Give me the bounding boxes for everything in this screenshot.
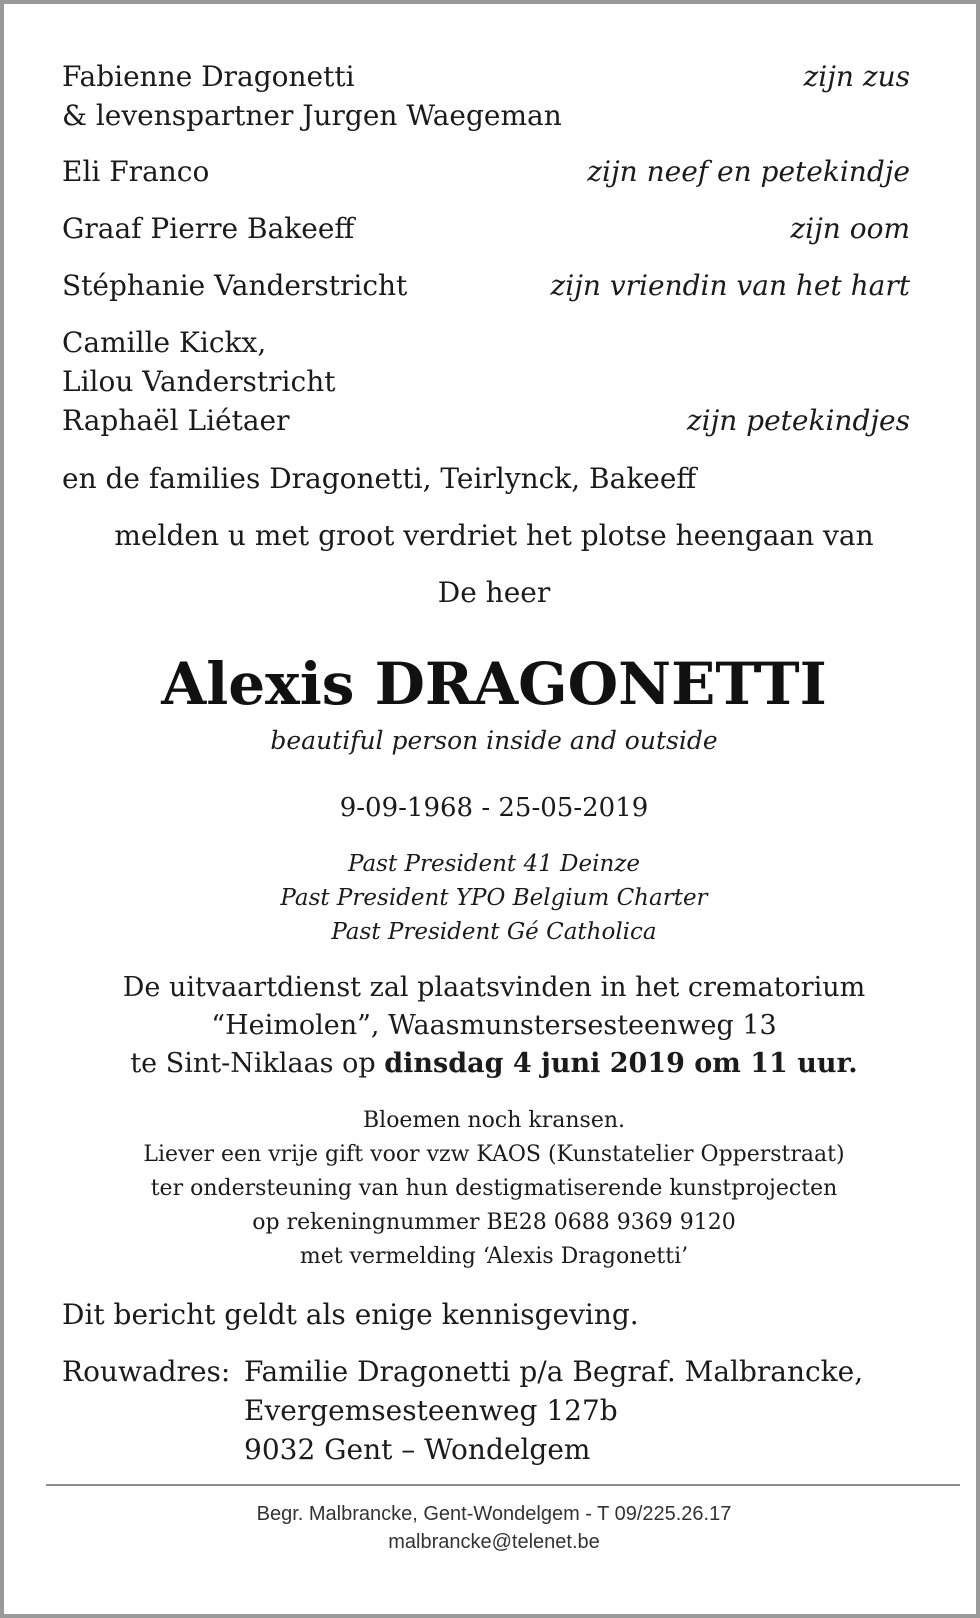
service-line xyxy=(4,1045,980,1083)
service-line: “Heimolen”, Waasmunstersesteenweg 13 xyxy=(211,1010,777,1041)
title-line: Past President 41 Deinze xyxy=(348,851,640,877)
address-label: Rouwadres: xyxy=(62,1355,231,1388)
footer-divider xyxy=(46,1484,960,1486)
service-line: De uitvaartdienst zal plaatsvinden in het crematorium xyxy=(122,972,866,1003)
footer-contact: Begr. Malbrancke, Gent-Wondelgem - T 09/225.26.17 xyxy=(256,1503,732,1525)
families-line: en de families Dragonetti, Teirlynck, Bakeeff xyxy=(62,462,697,495)
relative-name: & levenspartner Jurgen Waegeman xyxy=(62,99,562,132)
notice: Dit bericht geldt als enige kennisgeving. xyxy=(62,1298,639,1331)
relative-name: Fabienne Dragonetti xyxy=(62,60,355,93)
deceased-name: Alexis DRAGONETTI xyxy=(161,650,827,718)
relative-role: zijn oom xyxy=(790,212,910,245)
donation-line: met vermelding ‘Alexis Dragonetti’ xyxy=(299,1244,689,1269)
service-place: te Sint-Niklaas op xyxy=(130,1048,385,1079)
relative-name: Eli Franco xyxy=(62,155,210,188)
relative-role: zijn vriendin van het hart xyxy=(550,269,910,302)
relative-entry xyxy=(62,323,910,440)
relative-name: Lilou Vanderstricht xyxy=(62,365,336,398)
relative-entry xyxy=(62,266,910,305)
relative-name: Stéphanie Vanderstricht xyxy=(62,269,408,302)
relative-role: zijn zus xyxy=(803,60,910,93)
relative-entry xyxy=(62,152,910,191)
address-line: 9032 Gent – Wondelgem xyxy=(244,1433,591,1466)
tagline: beautiful person inside and outside xyxy=(270,726,718,755)
relative-name: Camille Kickx, xyxy=(62,326,267,359)
relative-role: zijn petekindjes xyxy=(686,404,910,437)
donation-line: Bloemen noch kransen. xyxy=(362,1108,625,1133)
donation-line: Liever een vrije gift voor vzw KAOS (Kunstatelier Opperstraat) xyxy=(143,1142,845,1167)
donation-line: ter ondersteuning van hun destigmatiserende kunstprojecten xyxy=(150,1176,838,1201)
title-line: Past President YPO Belgium Charter xyxy=(280,885,708,911)
relative-name: Graaf Pierre Bakeeff xyxy=(62,212,355,245)
life-dates: 9-09-1968 - 25-05-2019 xyxy=(339,793,649,823)
title-line: Past President Gé Catholica xyxy=(331,919,657,945)
donation-line: op rekeningnummer BE28 0688 9369 9120 xyxy=(252,1210,736,1235)
relative-role: zijn neef en petekindje xyxy=(587,155,910,188)
relative-entry xyxy=(62,209,910,248)
footer-email: malbrancke@telenet.be xyxy=(388,1531,600,1553)
service-datetime: dinsdag 4 juni 2019 om 11 uur. xyxy=(384,1048,858,1079)
relative-name: Raphaël Liétaer xyxy=(62,404,290,437)
address-line: Evergemsesteenweg 127b xyxy=(244,1394,618,1427)
address-line: Familie Dragonetti p/a Begraf. Malbrancke, xyxy=(244,1355,864,1388)
relative-entry xyxy=(62,57,910,135)
announcement: melden u met groot verdriet het plotse heengaan van xyxy=(114,519,874,552)
salutation: De heer xyxy=(437,576,551,609)
